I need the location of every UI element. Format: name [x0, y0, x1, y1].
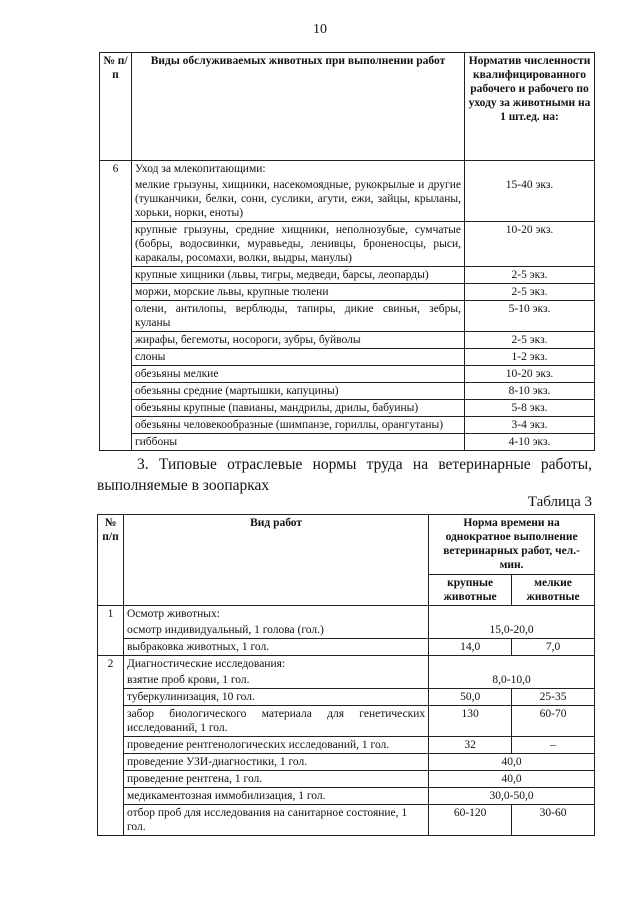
work-item: проведение рентгенологических исследований, 1 гол. — [123, 737, 428, 754]
table-row — [98, 706, 595, 737]
header-animal-types: Виды обслуживаемых животных при выполнении работ — [131, 53, 464, 161]
norm-large: 60-120 — [429, 805, 512, 836]
animal-group: крупные грызуны, средние хищники, неполнозубые, сумчатые (бобры, водосвинки, муравьеды, ленивцы, броненосцы, рыси, каракалы, росомахи, волки, выдры, манулы) — [131, 222, 464, 267]
header-small-animals: мелкие животные — [512, 575, 595, 606]
table-row — [100, 267, 595, 284]
table-row — [98, 656, 595, 673]
norm-small: 30-60 — [512, 805, 595, 836]
norm-value: 40,0 — [429, 771, 595, 788]
table-row — [100, 366, 595, 383]
norm-value: 30,0-50,0 — [429, 788, 595, 805]
table-row — [98, 754, 595, 771]
table2-header-row — [100, 53, 595, 161]
work-item: проведение рентгена, 1 гол. — [123, 771, 428, 788]
norm-small: 25-35 — [512, 689, 595, 706]
veterinary-work-norms-table — [97, 514, 595, 836]
norm-value: 40,0 — [429, 754, 595, 771]
table-3-caption: Таблица 3 — [527, 494, 592, 510]
table-row — [98, 805, 595, 836]
work-item: туберкулинизация, 10 гол. — [123, 689, 428, 706]
header-number: № п/п — [98, 515, 124, 606]
norm-large: 14,0 — [429, 639, 512, 656]
animal-group: жирафы, бегемоты, носороги, зубры, буйволы — [131, 332, 464, 349]
table-row — [100, 434, 595, 451]
work-item: забор биологического материала для генетических исследований, 1 гол. — [123, 706, 428, 737]
table-row — [98, 639, 595, 656]
animal-group: крупные хищники (львы, тигры, медведи, барсы, леопарды) — [131, 267, 464, 284]
table-row — [98, 788, 595, 805]
staffing-value: 1-2 экз. — [465, 349, 595, 366]
section-title: Уход за млекопитающими: — [131, 161, 464, 178]
table-row — [100, 349, 595, 366]
staffing-value: 4-10 экз. — [465, 434, 595, 451]
norm-value: 8,0-10,0 — [429, 672, 595, 689]
table-row — [100, 332, 595, 349]
staffing-value: 5-10 экз. — [465, 301, 595, 332]
work-item: взятие проб крови, 1 гол. — [123, 672, 428, 689]
table-row — [98, 606, 595, 623]
table-row — [100, 400, 595, 417]
table-row — [98, 622, 595, 639]
section-3-heading: 3. Типовые отраслевые нормы труда на ветеринарные работы, выполняемые в зоопарках — [97, 456, 592, 494]
staffing-value: 2-5 экз. — [465, 332, 595, 349]
animal-group: обезьяны средние (мартышки, капуцины) — [131, 383, 464, 400]
section-number: 1 — [98, 606, 124, 656]
animal-group: слоны — [131, 349, 464, 366]
table-row — [100, 284, 595, 301]
table-row — [100, 301, 595, 332]
norm-large: 50,0 — [429, 689, 512, 706]
norm-small: 60-70 — [512, 706, 595, 737]
animal-care-staffing-table — [99, 52, 595, 451]
table-row — [98, 672, 595, 689]
work-item: осмотр индивидуальный, 1 голова (гол.) — [123, 622, 428, 639]
staffing-value: 2-5 экз. — [465, 267, 595, 284]
staffing-value: 10-20 экз. — [465, 222, 595, 267]
staffing-value: 2-5 экз. — [465, 284, 595, 301]
table-row — [100, 222, 595, 267]
work-item: проведение УЗИ-диагностики, 1 гол. — [123, 754, 428, 771]
staffing-value: 8-10 экз. — [465, 383, 595, 400]
animal-group: обезьяны крупные (павианы, мандрилы, дрилы, бабуины) — [131, 400, 464, 417]
section-number: 2 — [98, 656, 124, 836]
table3-header-row — [98, 515, 595, 575]
section-number: 6 — [100, 161, 132, 451]
norm-large: 32 — [429, 737, 512, 754]
animal-group: моржи, морские львы, крупные тюлени — [131, 284, 464, 301]
norm-small: – — [512, 737, 595, 754]
header-staffing-norm: Норматив численности квалифицированного рабочего и рабочего по уходу за животными на 1 шт.ед. на: — [465, 53, 595, 161]
table-row — [98, 771, 595, 788]
animal-group: мелкие грызуны, хищники, насекомоядные, рукокрылые и другие (тушканчики, белки, сони, суслики, агути, ежи, зайцы, крыланы, хорьки, норки, еноты) — [131, 177, 464, 222]
norm-value: 15,0-20,0 — [429, 622, 595, 639]
table-row — [100, 177, 595, 222]
animal-group: гиббоны — [131, 434, 464, 451]
table-row — [100, 383, 595, 400]
section-title: Осмотр животных: — [123, 606, 428, 623]
table-row — [98, 689, 595, 706]
header-number: № п/п — [100, 53, 132, 161]
staffing-value: 3-4 экз. — [465, 417, 595, 434]
animal-group: обезьяны человекообразные (шимпанзе, гориллы, орангутаны) — [131, 417, 464, 434]
table-row — [100, 161, 595, 178]
table-row — [98, 737, 595, 754]
animal-group: олени, антилопы, верблюды, тапиры, дикие свиньи, зебры, куланы — [131, 301, 464, 332]
work-item: выбраковка животных, 1 гол. — [123, 639, 428, 656]
header-large-animals: крупные животные — [429, 575, 512, 606]
norm-small: 7,0 — [512, 639, 595, 656]
work-item: медикаментозная иммобилизация, 1 гол. — [123, 788, 428, 805]
staffing-value: 15-40 экз. — [465, 177, 595, 222]
table-row — [100, 417, 595, 434]
staffing-value: 10-20 экз. — [465, 366, 595, 383]
staffing-value: 5-8 экз. — [465, 400, 595, 417]
animal-group: обезьяны мелкие — [131, 366, 464, 383]
work-item: отбор проб для исследования на санитарное состояние, 1 гол. — [123, 805, 428, 836]
norm-large: 130 — [429, 706, 512, 737]
header-time-norm: Норма времени на однократное выполнение ветеринарных работ, чел.-мин. — [429, 515, 595, 575]
page-number: 10 — [313, 22, 327, 37]
section-title: Диагностические исследования: — [123, 656, 428, 673]
header-work-type: Вид работ — [123, 515, 428, 606]
